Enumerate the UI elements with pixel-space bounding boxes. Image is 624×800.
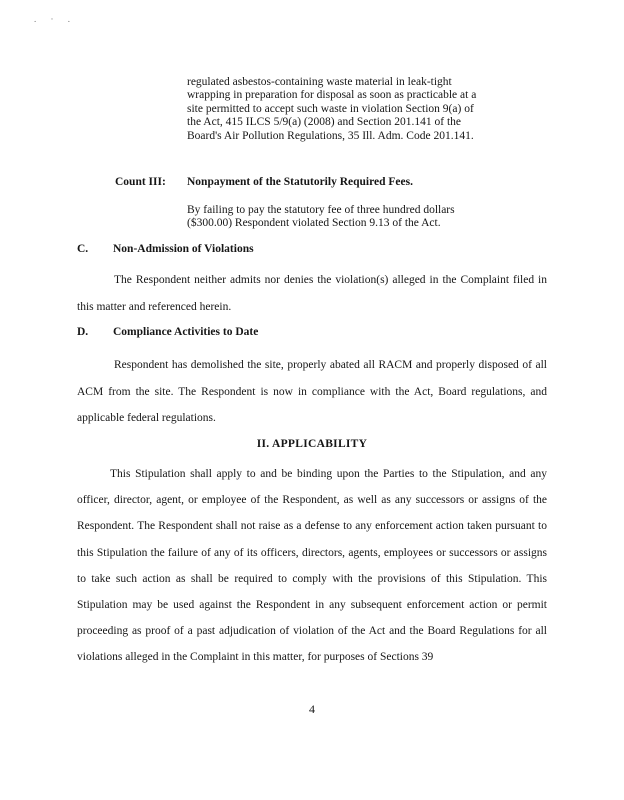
- count-iii-title: Nonpayment of the Statutorily Required Fees.: [187, 176, 413, 188]
- applicability-body: This Stipulation shall apply to and be binding upon the Parties to the Stipulation, and any officer, director, agent, or employee of the Respondent, as well as any successors or assigns of the Respondent. The Respondent shall not raise as a defense to any enforcement action taken pursuant to this Stipulation the failure of any of its officers, directors, agents, employees or successors or assigns to take such action as shall be required to comply with the provisions of this Stipulation. This Stipulation may be used against the Respondent in any subsequent enforcement action or permit proceeding as proof of a past adjudication of violation of the Act and the Board Regulations for all violations alleged in the Complaint in this matter, for purposes of Sections 39: [77, 468, 547, 664]
- applicability-heading: II. APPLICABILITY: [256, 438, 368, 450]
- scan-marks: . · .: [34, 14, 76, 24]
- section-d-body: Respondent has demolished the site, properly abated all RACM and properly disposed of all ACM from the site. The Respondent is now in compliance with the Act, Board regulations, and applicable federal regulations.: [77, 359, 547, 424]
- section-c-body: The Respondent neither admits nor denies the violation(s) alleged in the Complaint filed in this matter and referenced herein.: [77, 274, 547, 313]
- section-d-heading: [77, 326, 259, 338]
- section-d-title: Compliance Activities to Date: [113, 326, 259, 338]
- count-iii-label: Count III:: [115, 176, 166, 188]
- page-number: 4: [309, 702, 315, 716]
- section-d-letter: D.: [77, 326, 89, 338]
- count-iii-body: By failing to pay the statutory fee of three hundred dollars ($300.00) Respondent violated Section 9.13 of the Act.: [187, 204, 455, 230]
- section-c-heading: [77, 243, 254, 255]
- count-ii-continued-text: regulated asbestos-containing waste material in leak-tight wrapping in preparation for disposal as soon as practicable at a site permitted to accept such waste in violation Section 9(a) of the Act, 415 ILCS 5/9(a) (2008) and Section 201.141 of the Board's Air Pollution Regulations, 35 Ill. Adm. Code 201.141.: [187, 76, 477, 142]
- section-c-title: Non-Admission of Violations: [113, 243, 254, 255]
- count-iii-heading: [115, 176, 413, 188]
- section-c-letter: C.: [77, 243, 89, 255]
